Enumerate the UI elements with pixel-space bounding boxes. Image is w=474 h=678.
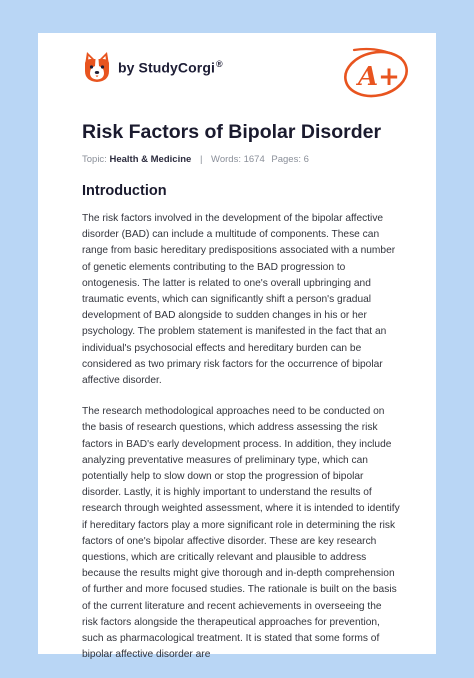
document-sheet <box>38 33 436 661</box>
section-heading: Introduction <box>82 183 167 199</box>
page-title: Risk Factors of Bipolar Disorder <box>82 121 382 143</box>
document-meta <box>82 154 309 165</box>
pages-value: 6 <box>303 154 309 165</box>
meta-divider: | <box>199 154 203 165</box>
topic-value: Health & Medicine <box>109 154 192 165</box>
topic-label: Topic: <box>82 154 107 165</box>
corgi-logo-icon <box>82 51 112 83</box>
brand-name: by StudyCorgi® <box>118 58 223 76</box>
words-value: 1674 <box>243 154 265 165</box>
pages-label: Pages: <box>271 154 301 165</box>
a-plus-grade-icon <box>339 43 415 101</box>
paragraph-1: The risk factors involved in the development of the bipolar affective disorder (BAD) can include a multitude of components. These can range from basic hereditary predispositions associated with a number of genetic elements contributing to the BAD progression to ontogenesis. The latter is related to one's overall upbringing and traumatic events, which can significantly shift a person's gradual development of BAD alongside to sudden changes in his or her psychology. The problem statement is manifested in the fact that an individual's psychosocial effects and hereditary burden can be considered as two primary risk factors for the occurrence of bipolar affective disorder. <box>82 213 396 387</box>
studycorgi-brand[interactable] <box>82 51 223 83</box>
grade-text: A+ <box>358 62 400 92</box>
document-body <box>82 211 400 678</box>
words-label: Words: <box>211 154 241 165</box>
paragraph-2: The research methodological approaches need to be conducted on the basis of research questions, which address assessing the risk factors in BAD's early development process. In addition, they include analyzing preventative measures of preliminary type, which can potentially help to slow down or stop the progression of bipolar disorder. Lastly, it is highly important to understand the results of research through weighted assessment, where it is intended to identify if hereditary factors play a more significant role in determining the risk factors of one's bipolar affective disorder. These are key research questions, which are critically relevant and plausible to address because the results might give thorough and in-depth comprehension of further and more focused studies. The rationale is built on the basis of the current literature and recent achievements in overseeing the risk factors alongside the therapeutical approaches for prevention, such as pharmacological treatment. It is stated that some forms of bipolar affective disorder are <box>82 406 400 661</box>
